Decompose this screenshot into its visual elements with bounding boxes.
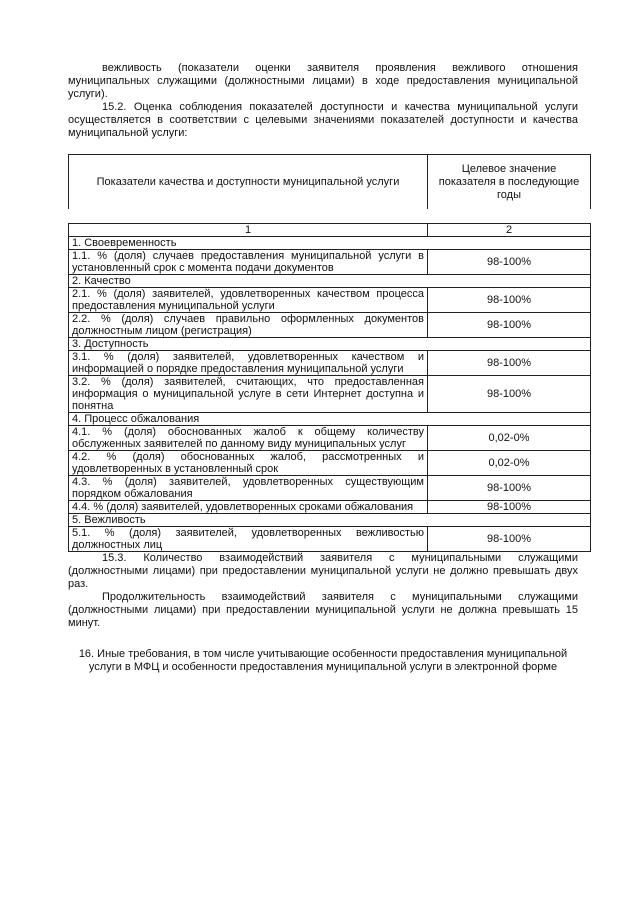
paragraph-duration: Продолжительность взаимодействий заявителя с муниципальными служащими (должностными лицами) при предоставлении муниципальной услуги не должна превышать 15 минут.	[68, 591, 578, 629]
numbering-col1: 1	[69, 224, 428, 237]
indicator-value: 98-100%	[428, 250, 591, 275]
indicator-value: 98-100%	[428, 288, 591, 313]
section-row	[69, 413, 591, 426]
header-indicators: Показатели качества и доступности муниципальной услуги	[69, 155, 428, 210]
indicator-text: 4.4. % (доля) заявителей, удовлетворенных сроками обжалования	[69, 501, 428, 514]
indicator-text: 1.1. % (доля) случаев предоставления муниципальной услуги в установленный срок с момента подачи документов	[69, 250, 428, 275]
indicator-text: 2.2. % (доля) случаев правильно оформленных документов должностным лицом (регистрация)	[69, 313, 428, 338]
indicator-value: 98-100%	[428, 351, 591, 376]
table-row	[69, 426, 591, 451]
indicator-value: 0,02-0%	[428, 451, 591, 476]
indicator-text: 4.3. % (доля) заявителей, удовлетворенных существующим порядком обжалования	[69, 476, 428, 501]
section-row	[69, 338, 591, 351]
section-title: 1. Своевременность	[69, 237, 591, 250]
indicator-value: 98-100%	[428, 476, 591, 501]
section-title: 4. Процесс обжалования	[69, 413, 591, 426]
indicator-text: 5.1. % (доля) заявителей, удовлетворенных вежливостью должностных лиц	[69, 527, 428, 552]
indicator-text: 3.2. % (доля) заявителей, считающих, что предоставленная информация о муниципальной услуге в сети Интернет доступна и понятна	[69, 376, 428, 413]
indicator-text: 2.1. % (доля) заявителей, удовлетворенных качеством процесса предоставления муниципальной услуги	[69, 288, 428, 313]
table-row	[69, 527, 591, 552]
indicators-table	[68, 223, 591, 552]
table-row	[69, 476, 591, 501]
indicator-text: 4.1. % (доля) обоснованных жалоб к общему количеству обслуженных заявителей по данному виду муниципальных услуг	[69, 426, 428, 451]
numbering-col2: 2	[428, 224, 591, 237]
document-page	[68, 62, 578, 685]
section-title: 5. Вежливость	[69, 514, 591, 527]
section-16-heading: 16. Иные требования, в том числе учитывающие особенности предоставления муниципальной услуги в МФЦ и особенности предоставления муниципальной услуги в электронной форме	[78, 648, 568, 673]
section-row	[69, 514, 591, 527]
section-row	[69, 275, 591, 288]
section-title: 2. Качество	[69, 275, 591, 288]
indicator-value: 98-100%	[428, 376, 591, 413]
indicator-value: 98-100%	[428, 527, 591, 552]
indicator-text: 4.2. % (доля) обоснованных жалоб, рассмотренных и удовлетворенных в установленный срок	[69, 451, 428, 476]
table-row	[69, 288, 591, 313]
table-row	[69, 250, 591, 275]
indicator-text: 3.1. % (доля) заявителей, удовлетворенных качеством и информацией о порядке предоставления муниципальной услуги	[69, 351, 428, 376]
table-row	[69, 376, 591, 413]
table-row	[69, 313, 591, 338]
paragraph-politeness: вежливость (показатели оценки заявителя проявления вежливого отношения муниципальных служащими (должностными лицами) в ходе предоставления муниципальной услуги).	[68, 62, 578, 100]
indicator-value: 0,02-0%	[428, 426, 591, 451]
section-row	[69, 237, 591, 250]
header-target-value: Целевое значение показателя в последующие годы	[428, 155, 591, 210]
indicator-value: 98-100%	[428, 313, 591, 338]
table-row	[69, 351, 591, 376]
table-header	[68, 154, 591, 209]
numbering-row	[69, 224, 591, 237]
section-title: 3. Доступность	[69, 338, 591, 351]
paragraph-15-3: 15.3. Количество взаимодействий заявителя с муниципальными служащими (должностными лицами) при предоставлении муниципальной услуги не должно превышать двух раз.	[68, 552, 578, 590]
paragraph-15-2: 15.2. Оценка соблюдения показателей доступности и качества муниципальной услуги осуществляется в соответствии с целевыми значениями показателей доступности и качества муниципальной услуги:	[68, 101, 578, 139]
table-row	[69, 451, 591, 476]
indicator-value: 98-100%	[428, 501, 591, 514]
table-row	[69, 501, 591, 514]
